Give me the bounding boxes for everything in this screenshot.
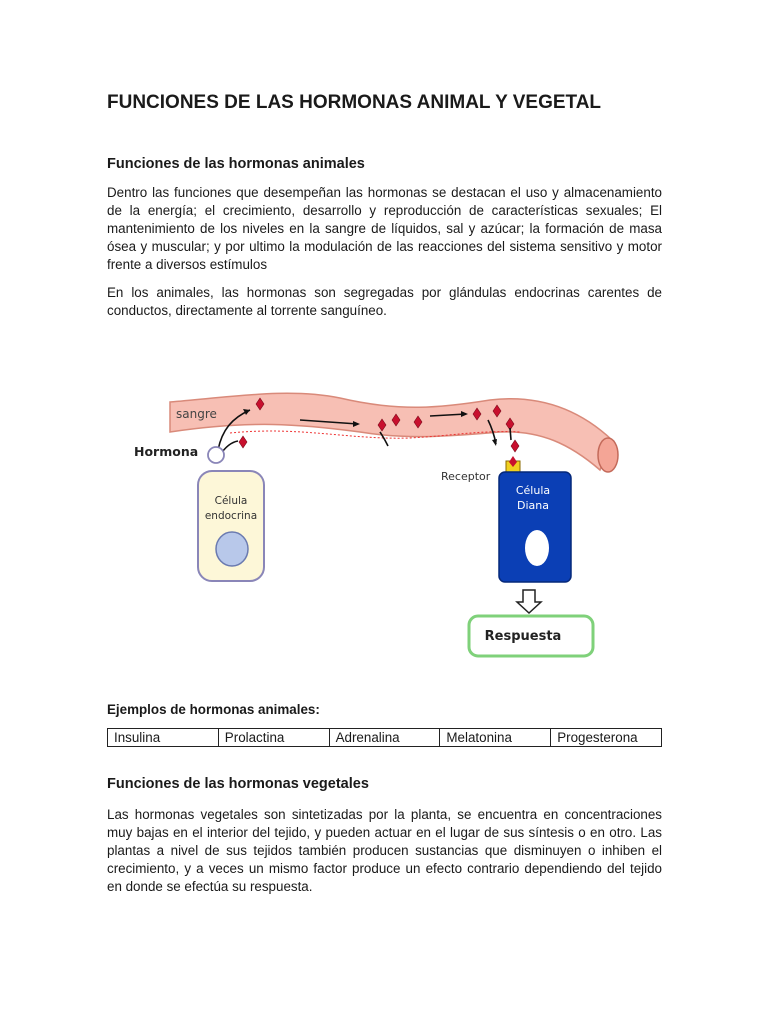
response-arrow-icon (517, 590, 541, 613)
hormona-label: Hormona (134, 444, 199, 459)
hormone-molecule (239, 436, 247, 448)
hormone-molecule (511, 440, 519, 452)
table-cell: Progesterona (551, 729, 662, 747)
table-cell: Insulina (108, 729, 219, 747)
target-cell-label-2: Diana (517, 499, 549, 512)
examples-table (107, 728, 662, 747)
target-nucleus (525, 530, 549, 566)
receptor-label: Receptor (441, 470, 491, 483)
endocrine-cell-label-2: endocrina (204, 510, 258, 522)
animal-section-heading: Funciones de las hormonas animales (107, 156, 365, 172)
document-title: FUNCIONES DE LAS HORMONAS ANIMAL Y VEGETAL (107, 92, 602, 113)
arrowhead (492, 439, 497, 446)
endocrine-vesicle (208, 447, 224, 463)
response-label: Respuesta (484, 629, 562, 644)
plant-paragraph-1: Las hormonas vegetales son sintetizadas por la planta, se encuentra en concentraciones muy bajas en el interior del tejido, y pueden actuar en el lugar de sus síntesis o en otro. Las plantas a nivel de sus tejidos también producen sustancias que disminuyen o inhiben el crecimiento, y a veces un mismo factor produce un efecto contrario dependiendo del tejido en donde se efectúa su respuesta. (107, 807, 662, 894)
table-cell: Adrenalina (329, 729, 440, 747)
sangre-label: sangre (176, 407, 217, 421)
endocrine-nucleus (216, 532, 248, 566)
animal-paragraph-2: En los animales, las hormonas son segregadas por glándulas endocrinas carentes de conductos, directamente al torrente sanguíneo. (107, 285, 662, 318)
examples-heading: Ejemplos de hormonas animales: (107, 702, 320, 717)
table-cell: Prolactina (218, 729, 329, 747)
vessel-opening (598, 438, 618, 472)
flow-arrow (510, 428, 511, 440)
plant-section-heading: Funciones de las hormonas vegetales (107, 776, 369, 792)
target-cell-label-1: Célula (515, 484, 551, 497)
blood-vessel (170, 393, 612, 470)
table-row (108, 729, 662, 747)
table-cell: Melatonina (440, 729, 551, 747)
animal-paragraph-1: Dentro las funciones que desempeñan las hormonas se destacan el uso y almacenamiento de la energía; el crecimiento, desarrollo y reproducción de características sexuales; El mantenimiento de los niveles en la sangre de líquidos, sal y azúcar; la formación de masa ósea y muscular; y por ultimo la modulación de las reacciones del sistema sensitivo y motor frente a diversos estímulos (107, 185, 662, 272)
endocrine-cell-label-1: Célula (214, 495, 248, 507)
